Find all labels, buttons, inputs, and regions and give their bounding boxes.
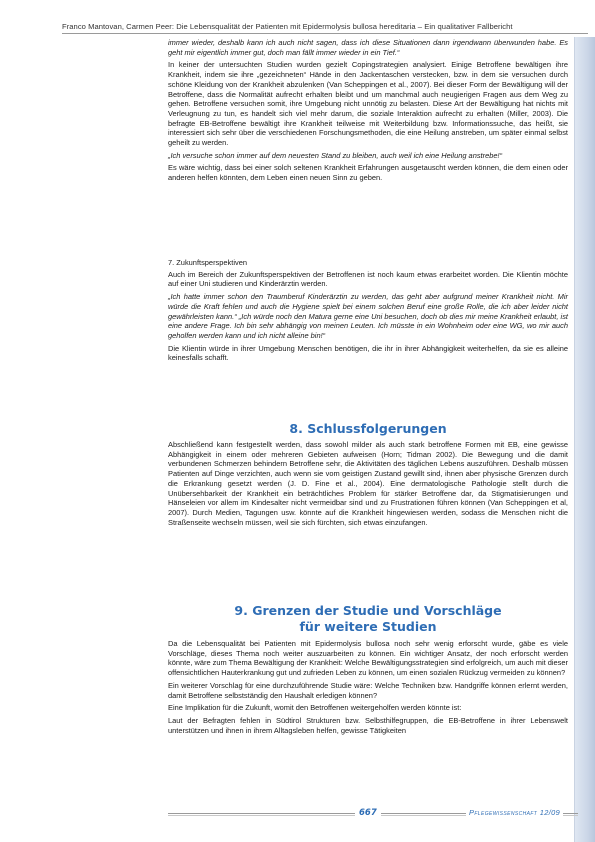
paragraph-south-tyrol: Laut der Befragten fehlen in Südtirol Strukturen bzw. Selbsthilfegruppen, die EB-Betroffene in ihrer Lebenswelt unterstützen und ihnen in ihrem Alltagsleben helfen, gewisse Tätigkeiten	[168, 715, 568, 735]
quote-research: „Ich versuche schon immer auf dem neuesten Stand zu bleiben, auch weil ich eine Heilung anstrebe!“	[168, 150, 503, 160]
text-block-coping	[168, 38, 568, 186]
text-block-limitations	[168, 639, 568, 738]
paragraph-dependence: Die Klientin würde in ihrer Umgebung Menschen benötigen, die ihr in ihrer Abhängigkeit weiterhelfen, da sie es alleine keinesfalls schafft.	[168, 343, 568, 363]
subheading-future: 7. Zukunftsperspektiven	[168, 258, 247, 267]
section-9-title-line2: für weitere Studien	[299, 619, 437, 634]
section-8-title: 8. Schlussfolgerungen	[289, 421, 447, 436]
journal-name: Pflegewissenschaft 12/09	[466, 808, 563, 817]
paragraph-limitations: Da die Lebensqualität bei Patienten mit Epidermolysis bullosa noch sehr wenig erforscht wurde, gäbe es viele Vorschläge, dieses Thema noch weiter auszuarbeiten zu können. Ein wichtiger Ansatz, der noch erforscht werden könnte, wäre zum Thema Bewältigung der Krankheit: Welche Bewältigungsstrategien sind erfolgreich, um auch mit dieser offensichtlichen Hauterkrankung gut und zufrieden Leben zu können, um einen sozialen Rückzug vermeiden zu können?	[168, 639, 568, 678]
quote-continuation: immer wieder, deshalb kann ich auch nicht sagen, dass ich diese Situationen dann irgendwann überwunden habe. Es geht mir eigentlich immer gut, doch man fällt immer wieder in ein Tief.“	[168, 38, 568, 57]
page-number: 667	[355, 808, 381, 818]
paragraph-proposal: Ein weiterer Vorschlag für eine durchzuführende Studie wäre: Welche Techniken bzw. Handgriffe können erlernt werden, damit Betroffene selbstständig den Haushalt erledigen können?	[168, 680, 568, 700]
text-block-future	[168, 258, 568, 366]
decorative-sidebar	[574, 37, 595, 842]
running-header: Franco Mantovan, Carmen Peer: Die Lebensqualität der Patienten mit Epidermolysis bullosa hereditaria – Ein qualitativer Fallbericht	[62, 22, 513, 31]
paragraph-coping: In keiner der untersuchten Studien wurden gezielt Copingstrategien analysiert. Einige Betroffene bewältigen ihre Krankheit, indem sie ihre „gezeichneten“ Hände in den Jackentaschen verstecken, bzw. in dem sie versuchen durch schöne Kleidung von der Krankheit abzulenken (Van Scheppingen et al., 2007). Bei dieser Form der Bewältigung will der Betroffene, dass die Normalität aufrecht erhalten bleibt und um manchmal auch neugierigen Fragen aus dem Weg zu gehen. Betroffene versuchen somit, ihre Umgebung nicht unnötig zu belasten. Diese Art der Bewältigung hat nichts mit Verleugnung zu tun, es handelt sich viel mehr darum, die soziale Interaktion aufrecht zu erhalten (Miller, 2003). Die befragte EB-Betroffene bewältigt ihre Krankheit teilweise mit Weiterbildung bzw. Informationssuche, das heißt, sie interessiert sich sehr über die verschiedenen Forschungsmethoden, die eine Heilung anstreben, um später einmal selbst geheilt zu werden.	[168, 60, 568, 148]
paragraph-exchange: Es wäre wichtig, dass bei einer solch seltenen Krankheit Erfahrungen ausgetauscht werden können, die dem einen oder anderen helfen könnten, dem Leben einen neuen Sinn zu geben.	[168, 163, 568, 183]
paragraph-implication: Eine Implikation für die Zukunft, womit den Betroffenen weitergeholfen werden könnte ist:	[168, 703, 462, 713]
paragraph-conclusions: Abschließend kann festgestellt werden, dass sowohl milder als auch stark betroffene Formen mit EB, eine gewisse Abhängigkeit in einem oder mehreren Gebieten aufweisen (Horn; Tidman 2002). Die Bewegung und die damit verbundenen Schmerzen behindern Betroffene sehr, die Aktivitäten des täglichen Lebens auszuführen. Deshalb müssen Patienten auf Dinge verzichten, auch wenn sie vom geistigen Zustand gewillt sind, ihnen aber physische Grenzen durch die Erkrankung gesetzt werden (J. D. Fine et al., 2004). Eine dermatologische Pathologie stellt durch die Unübersehbarkeit der Krankheit ein beträchtliches Problem für stärker Betroffene dar, da Stigmatisierungen und Hänseleien vor allem im Kindesalter nicht vermeidbar sind und zu Frustrationen führen können (Van Scheppingen et al, 2007). Durch Medien, Tagungen usw. könnte auf die Krankheit hingewiesen werden, sodass die Menschen nicht die Straßenseite wechseln müssen, weil sie sich fürchten, sich etwas einzufangen.	[168, 440, 568, 527]
section-9-title	[168, 603, 568, 635]
header-divider	[62, 33, 588, 34]
paragraph-future: Auch im Bereich der Zukunftsperspektiven der Betroffenen ist noch kaum etwas erarbeitet worden. Die Klientin möchte auf einer Uni studieren und Kinderärztin werden.	[168, 269, 568, 289]
section-9-title-line1: 9. Grenzen der Studie und Vorschläge	[234, 603, 502, 618]
text-block-conclusions	[168, 440, 568, 530]
quote-career: „Ich hatte immer schon den Traumberuf Kinderärztin zu werden, das geht aber aufgrund meiner Krankheit nicht. Mir würde die Kraft fehlen und auch die Hygiene spielt bei einem solchen Beruf eine große Rolle, die ich aber leider nicht gewährleisten kann.“ „Ich würde noch den Matura gerne eine Uni besuchen, doch ob dies mir meine Krankheit erlaubt, ist eine andere Frage. Ich bin sehr abhängig von meinen Leuten. Ich müsste in ein Wohnheim oder eine WG, wo mir auch geholfen werden kann und ich nicht alleine bin!“	[168, 292, 568, 340]
